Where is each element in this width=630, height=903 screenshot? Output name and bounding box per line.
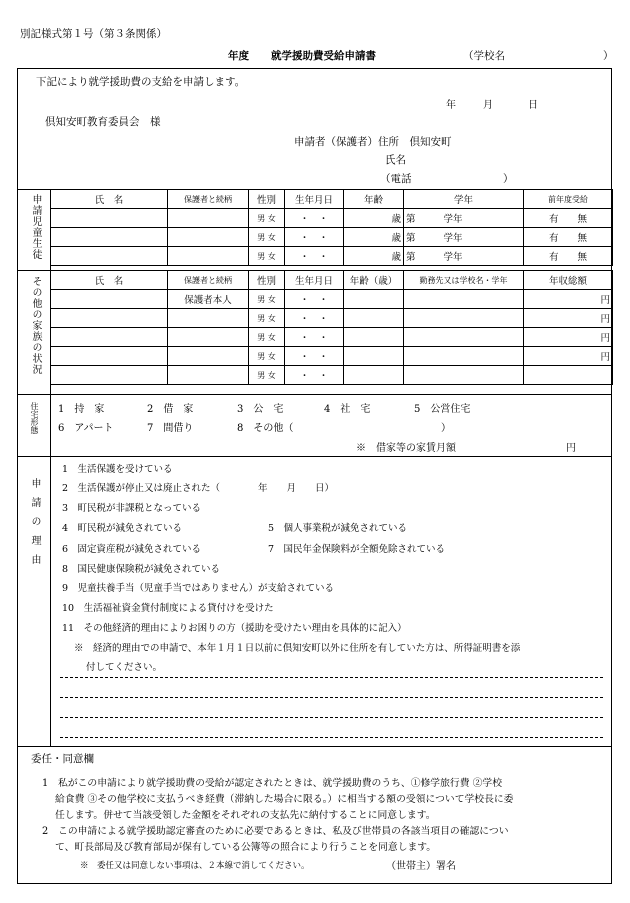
family-section-label: その他の家族の状況 [30,276,41,375]
child-sex-cell[interactable]: 男 女 [249,247,285,266]
reasons-note-line1: ※ 経済的理由での申請で、本年１月１日以前に倶知安町以外に住所を有していた方は、所得証明書を添 [74,643,521,654]
phone-label: （電話 [380,173,412,185]
consent-footnote: ※ 委任又は同意しない事項は、２本線で消してください。 [80,861,310,871]
reason-9[interactable]: 9 児童扶養手当（児童手当ではありません）が支給されている [62,583,335,594]
family-header-row [51,271,613,290]
table-row [51,366,613,385]
reason-2[interactable]: 2 生活保護が停止又は廃止された（ 年 月 日） [62,483,335,494]
consent-p1-line3: 任します。併せて当該受領した金額をそれぞれの支払先に納付することに同意します。 [55,810,436,821]
child-dob-cell[interactable]: ・ ・ [285,247,344,266]
phone-close: ） [503,173,514,185]
housing-option-apartment[interactable]: 6 アパート [58,423,114,434]
family-age-cell[interactable] [344,309,404,328]
child-name-cell[interactable] [51,247,168,266]
fiscal-year-label: 年度 [228,50,249,62]
family-table [50,270,613,385]
family-dob-cell[interactable]: ・ ・ [285,347,344,366]
child-relation-cell[interactable] [168,247,249,266]
family-relation-cell[interactable] [168,366,249,385]
grade-suffix: 学年 [443,252,463,263]
school-name-label: （学校名 [463,50,505,62]
family-relation-cell[interactable] [168,328,249,347]
housing-other-close: ） [441,423,451,434]
reason-8[interactable]: 8 国民健康保険税が減免されている [62,564,221,575]
grade-suffix: 学年 [443,214,463,225]
reasons-top-rule [17,456,612,457]
family-header-sex: 性別 [249,271,285,290]
family-relation-cell[interactable] [168,309,249,328]
consent-p2-line2: て、町長部局及び教育部局が保有している公簿等の照合により行うことを同意します。 [55,842,437,853]
children-header-age: 年齢 [344,190,404,209]
housing-option-public[interactable]: 5 公営住宅 [414,404,471,415]
date-day-label: 日 [528,100,538,111]
family-dob-cell[interactable]: ・ ・ [285,290,344,309]
children-header-row [51,190,613,209]
addressee: 倶知安町教育委員会 様 [45,116,161,128]
applicant-address-label: 申請者（保護者）住所 倶知安町 [294,136,452,148]
rent-label: ※ 借家等の家賃月額 [356,443,456,454]
signature-label[interactable]: （世帯主）署名 [386,861,456,872]
application-statement: 下記により就学援助費の支給を申請します。 [36,76,246,88]
family-workplace-cell[interactable] [404,347,524,366]
reason-write-line-2 [60,697,603,698]
family-sex-cell[interactable]: 男 女 [249,328,285,347]
family-sex-cell[interactable]: 男 女 [249,347,285,366]
housing-option-lodging[interactable]: 7 間借り [147,423,194,434]
child-grade-cell[interactable] [404,228,524,247]
grade-prefix: 第 [406,233,416,244]
child-dob-cell[interactable]: ・ ・ [285,228,344,247]
housing-section-label: 住宅形態 [30,402,39,434]
date-year-label: 年 [446,100,456,111]
family-income-cell[interactable]: 円 [524,347,613,366]
family-sex-cell[interactable]: 男 女 [249,366,285,385]
family-workplace-cell[interactable] [404,309,524,328]
child-age-cell[interactable]: 歳 [344,247,404,266]
reasons-note-line2: 付してください。 [86,662,163,673]
child-name-cell[interactable] [51,228,168,247]
children-header-relation: 保護者と続柄 [168,190,249,209]
family-name-cell[interactable] [51,347,168,366]
child-age-cell[interactable]: 歳 [344,209,404,228]
school-name-close: ） [603,50,614,62]
reasons-section-label: 申請の理由 [29,478,40,573]
children-header-name: 氏 名 [51,190,168,209]
housing-option-company[interactable]: 4 社 宅 [324,404,371,415]
table-row [51,247,613,266]
family-income-cell[interactable]: 円 [524,328,613,347]
child-sex-cell[interactable]: 男 女 [249,228,285,247]
children-header-prior-aid: 前年度受給 [524,190,613,209]
table-row [51,209,613,228]
family-name-cell[interactable] [51,328,168,347]
reason-6[interactable]: 6 固定資産税が減免されている [62,544,202,555]
form-number: 別記様式第１号（第３条関係） [20,28,167,40]
reason-write-line-3 [60,717,603,718]
child-prior-aid-cell[interactable]: 有 無 [524,209,613,228]
children-header-grade: 学年 [404,190,524,209]
family-header-relation: 保護者と続柄 [168,271,249,290]
family-header-age: 年齢（歳） [344,271,404,290]
table-row [51,347,613,366]
family-relation-cell[interactable]: 保護者本人 [168,290,249,309]
housing-option-own[interactable]: 1 持 家 [58,404,105,415]
family-age-cell[interactable] [344,347,404,366]
reason-11[interactable]: 11 その他経済的理由によりお困りの方（援助を受けたい理由を具体的に記入） [62,623,407,634]
child-relation-cell[interactable] [168,209,249,228]
consent-p1-line2: 給食費 ③その他学校に支払うべき経費（滞納した場合に限る。）に相当する額の受領について学校長に委 [55,794,514,805]
children-header-sex: 性別 [249,190,285,209]
family-dob-cell[interactable]: ・ ・ [285,366,344,385]
children-header-dob: 生年月日 [285,190,344,209]
reason-4[interactable]: 4 町民税が減免されている [62,523,183,534]
family-workplace-cell[interactable] [404,366,524,385]
housing-option-public-official[interactable]: 3 公 宅 [237,404,284,415]
rent-unit: 円 [566,443,576,454]
child-age-cell[interactable]: 歳 [344,228,404,247]
date-month-label: 月 [483,100,493,111]
family-income-cell[interactable] [524,366,613,385]
family-workplace-cell[interactable] [404,290,524,309]
table-row [51,309,613,328]
reason-write-line-4 [60,737,603,738]
family-name-cell[interactable] [51,290,168,309]
grade-prefix: 第 [406,214,416,225]
child-name-cell[interactable] [51,209,168,228]
form-title: 就学援助費受給申請書 [271,50,376,62]
reason-5[interactable]: 5 個人事業税が減免されている [268,523,408,534]
reason-write-line-1 [60,677,603,678]
reason-3[interactable]: 3 町民税が非課税となっている [62,503,202,514]
family-header-name: 氏 名 [51,271,168,290]
family-header-workplace: 勤務先又は学校名・学年 [404,271,524,290]
family-relation-cell[interactable] [168,347,249,366]
family-name-cell[interactable] [51,309,168,328]
grade-prefix: 第 [406,252,416,263]
grade-suffix: 学年 [443,233,463,244]
reason-10[interactable]: 10 生活福祉資金貸付制度による貸付けを受けた [62,603,274,614]
housing-option-rent[interactable]: 2 借 家 [147,404,194,415]
family-header-dob: 生年月日 [285,271,344,290]
child-prior-aid-cell[interactable]: 有 無 [524,247,613,266]
consent-title: 委任・同意欄 [31,753,94,765]
consent-top-rule [17,746,612,747]
family-income-cell[interactable]: 円 [524,290,613,309]
family-name-cell[interactable] [51,366,168,385]
child-relation-cell[interactable] [168,228,249,247]
children-table [50,189,613,266]
child-prior-aid-cell[interactable]: 有 無 [524,228,613,247]
family-header-income: 年収総額 [524,271,613,290]
family-workplace-cell[interactable] [404,328,524,347]
table-row [51,328,613,347]
family-dob-cell[interactable]: ・ ・ [285,328,344,347]
child-grade-cell[interactable] [404,247,524,266]
family-dob-cell[interactable]: ・ ・ [285,309,344,328]
table-row [51,228,613,247]
consent-p1-line1: 1 私がこの申請により就学援助費の受給が認定されたときは、就学援助費のうち、①修学旅行費 ②学校 [42,778,503,789]
table-row [51,290,613,309]
housing-option-other[interactable]: 8 その他（ [237,423,294,434]
family-sex-cell[interactable]: 男 女 [249,309,285,328]
family-sex-cell[interactable]: 男 女 [249,290,285,309]
child-grade-cell[interactable] [404,209,524,228]
child-dob-cell[interactable]: ・ ・ [285,209,344,228]
child-sex-cell[interactable]: 男 女 [249,209,285,228]
family-income-cell[interactable]: 円 [524,309,613,328]
family-age-cell[interactable] [344,328,404,347]
reason-1[interactable]: 1 生活保護を受けている [62,464,173,475]
reason-7[interactable]: 7 国民年金保険料が全額免除されている [268,544,446,555]
housing-top-rule [17,394,612,395]
family-age-cell[interactable] [344,366,404,385]
children-section-label: 申請児童生徒 [30,194,41,260]
family-age-cell[interactable] [344,290,404,309]
applicant-name-label: 氏名 [385,154,406,166]
consent-p2-line1: 2 この申請による就学援助認定審査のために必要であるときは、私及び世帯員の各該当項目の確認につい [42,826,509,837]
